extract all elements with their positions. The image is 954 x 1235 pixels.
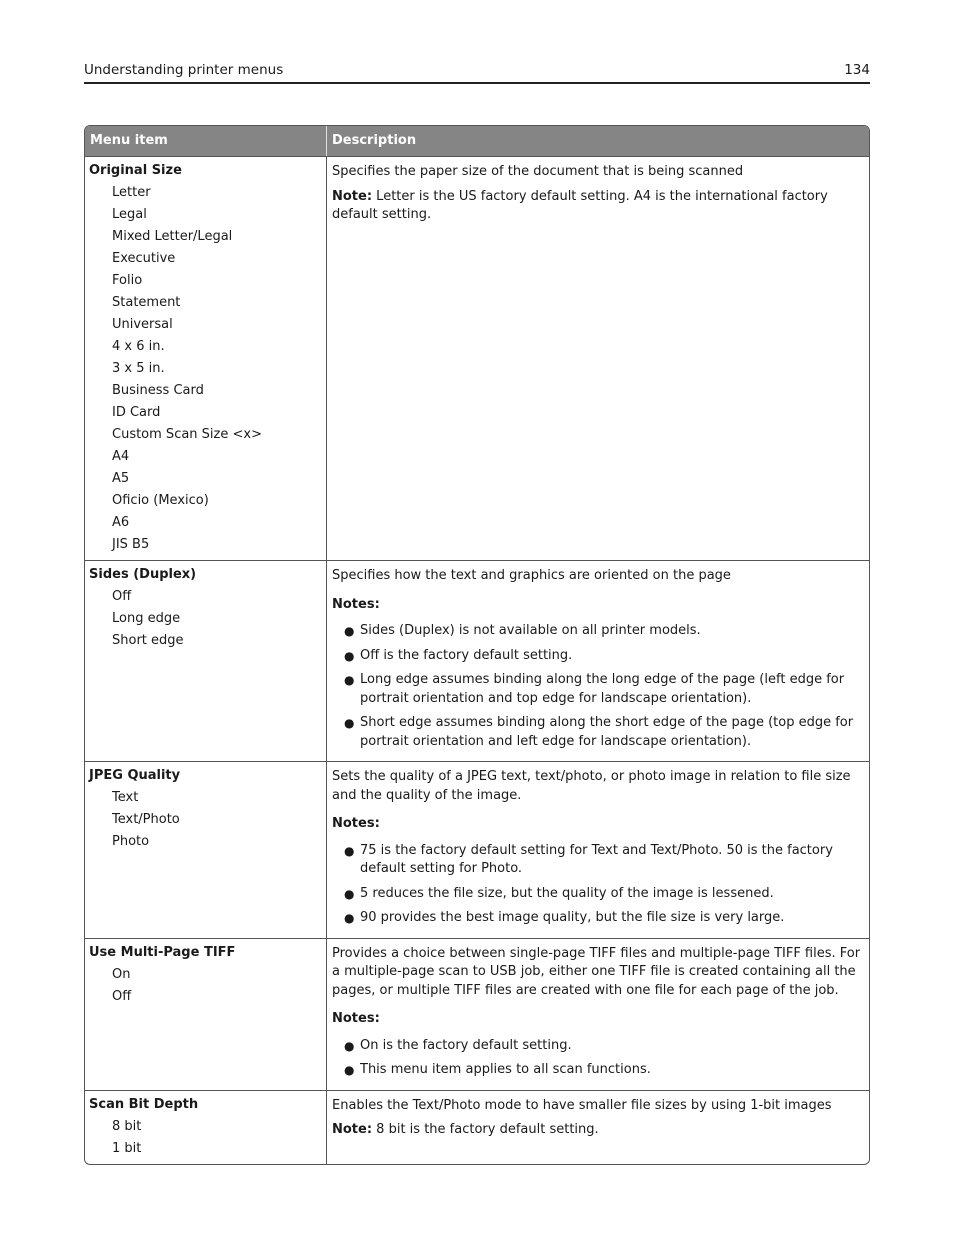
notes-list bbox=[332, 842, 864, 928]
menu-option: Short edge bbox=[112, 633, 184, 648]
notes-list bbox=[332, 1037, 864, 1080]
menu-option: ID Card bbox=[112, 405, 161, 420]
menu-option: Text/Photo bbox=[112, 812, 180, 827]
note-item-text: 5 reduces the file size, but the quality of the image is lessened. bbox=[360, 885, 774, 901]
menu-option: Long edge bbox=[112, 611, 181, 626]
menu-option: 3 x 5 in. bbox=[112, 361, 165, 376]
menu-option: Off bbox=[112, 589, 132, 604]
note-item bbox=[332, 885, 864, 904]
bullet-icon: ● bbox=[344, 886, 355, 901]
menu-item-name: Scan Bit Depth bbox=[89, 1096, 199, 1112]
table-row bbox=[85, 1091, 869, 1164]
menu-item-name: Original Size bbox=[89, 163, 182, 178]
description-cell bbox=[327, 939, 869, 1090]
menu-option: Business Card bbox=[112, 383, 204, 398]
note-item bbox=[332, 714, 864, 751]
note-item bbox=[332, 671, 864, 708]
table-header bbox=[85, 126, 869, 157]
note-item-text: This menu item applies to all scan functions. bbox=[360, 1062, 651, 1077]
bullet-icon: ● bbox=[344, 648, 355, 663]
bullet-icon: ● bbox=[344, 843, 355, 858]
menu-option: 1 bit bbox=[112, 1140, 142, 1156]
table-row bbox=[85, 939, 869, 1091]
column-header-menu-item: Menu item bbox=[85, 126, 327, 156]
bullet-icon: ● bbox=[344, 911, 355, 925]
note-item bbox=[332, 842, 864, 879]
bullet-icon: ● bbox=[344, 716, 355, 730]
note-item bbox=[332, 1037, 864, 1056]
notes-title: Notes: bbox=[332, 816, 380, 831]
menu-option: Executive bbox=[112, 251, 176, 266]
menu-option: A5 bbox=[112, 471, 130, 486]
menu-item-cell bbox=[85, 1091, 327, 1164]
menu-option: Off bbox=[112, 988, 132, 1004]
menu-item-cell bbox=[85, 762, 327, 938]
menu-item-name: Sides (Duplex) bbox=[89, 567, 197, 582]
menu-item-cell bbox=[85, 939, 327, 1090]
menu-option: Legal bbox=[112, 207, 147, 222]
table-row bbox=[85, 762, 869, 939]
notes-title: Notes: bbox=[332, 596, 380, 612]
description-text: Specifies how the text and graphics are oriented on the page bbox=[332, 568, 731, 583]
menu-option: JIS B5 bbox=[112, 537, 150, 552]
menu-option: Universal bbox=[112, 317, 173, 332]
note-text: 8 bit is the factory default setting. bbox=[372, 1122, 599, 1137]
note-label: Note: bbox=[332, 1122, 373, 1137]
table-row bbox=[85, 561, 869, 762]
column-header-description: Description bbox=[332, 133, 417, 148]
note-item bbox=[332, 647, 864, 666]
running-title: Understanding printer menus bbox=[84, 62, 284, 78]
menu-option: A4 bbox=[112, 449, 130, 464]
description-text: Specifies the paper size of the document that is being scanned bbox=[332, 164, 744, 179]
menu-option: Photo bbox=[112, 834, 150, 849]
menu-option: 4 x 6 in. bbox=[112, 339, 165, 354]
description-text: Enables the Text/Photo mode to have smaller file sizes by using 1-bit images bbox=[332, 1097, 832, 1113]
menu-item-cell bbox=[85, 561, 327, 761]
note-item-text: Long edge assumes binding along the long edge of the page (left edge for portrait orientation and top edge for landscape orientation). bbox=[360, 672, 845, 706]
bullet-icon: ● bbox=[344, 624, 355, 638]
menu-option: 8 bit bbox=[112, 1118, 142, 1134]
menu-option: Statement bbox=[112, 295, 181, 310]
note-item bbox=[332, 909, 864, 928]
bullet-icon: ● bbox=[344, 1063, 355, 1077]
menu-option: Oficio (Mexico) bbox=[112, 493, 209, 508]
page-number: 134 bbox=[844, 62, 870, 78]
menu-item-name: JPEG Quality bbox=[89, 768, 181, 783]
note-item-text: 90 provides the best image quality, but the file size is very large. bbox=[360, 910, 785, 925]
note-item-text: 75 is the factory default setting for Text and Text/Photo. 50 is the factory default setting for Photo. bbox=[360, 842, 833, 876]
menu-table bbox=[84, 125, 870, 1165]
note bbox=[332, 188, 864, 225]
note-item bbox=[332, 622, 864, 641]
menu-item-name: Use Multi-Page TIFF bbox=[89, 944, 236, 960]
menu-option: Folio bbox=[112, 273, 143, 288]
table-row bbox=[85, 157, 869, 561]
menu-option: Mixed Letter/Legal bbox=[112, 229, 233, 244]
note-item-text: On is the factory default setting. bbox=[360, 1037, 572, 1053]
description-cell bbox=[327, 762, 869, 938]
description-cell bbox=[327, 1091, 869, 1164]
notes-title: Notes: bbox=[332, 1011, 380, 1026]
menu-option: A6 bbox=[112, 515, 130, 530]
page-header bbox=[84, 58, 870, 84]
description-cell bbox=[327, 561, 869, 761]
menu-option: On bbox=[112, 966, 131, 982]
menu-option: Letter bbox=[112, 185, 151, 200]
description-cell bbox=[327, 157, 869, 560]
note-item bbox=[332, 1061, 864, 1080]
note-text: Letter is the US factory default setting. A4 is the international factory default setting. bbox=[332, 188, 828, 222]
note-item-text: Off is the factory default setting. bbox=[360, 647, 573, 663]
description-text: Provides a choice between single-page TIFF files and multiple-page TIFF files. For a multiple-page scan to USB job, either one TIFF file is created containing all the pages, or multiple TIFF files are created with one file for each page of the job. bbox=[332, 945, 861, 998]
bullet-icon: ● bbox=[344, 673, 355, 687]
note-item-text: Sides (Duplex) is not available on all printer models. bbox=[360, 623, 701, 638]
menu-item-cell bbox=[85, 157, 327, 560]
note bbox=[332, 1121, 864, 1140]
notes-list bbox=[332, 622, 864, 751]
bullet-icon: ● bbox=[344, 1038, 355, 1053]
note-item-text: Short edge assumes binding along the short edge of the page (top edge for portrait orientation and left edge for landscape orientation). bbox=[360, 715, 854, 749]
menu-option: Custom Scan Size <x> bbox=[112, 427, 262, 442]
description-text: Sets the quality of a JPEG text, text/photo, or photo image in relation to file size and the quality of the image. bbox=[332, 769, 851, 803]
table-body bbox=[85, 157, 869, 1164]
note-label: Note: bbox=[332, 188, 373, 204]
menu-option: Text bbox=[112, 790, 139, 805]
